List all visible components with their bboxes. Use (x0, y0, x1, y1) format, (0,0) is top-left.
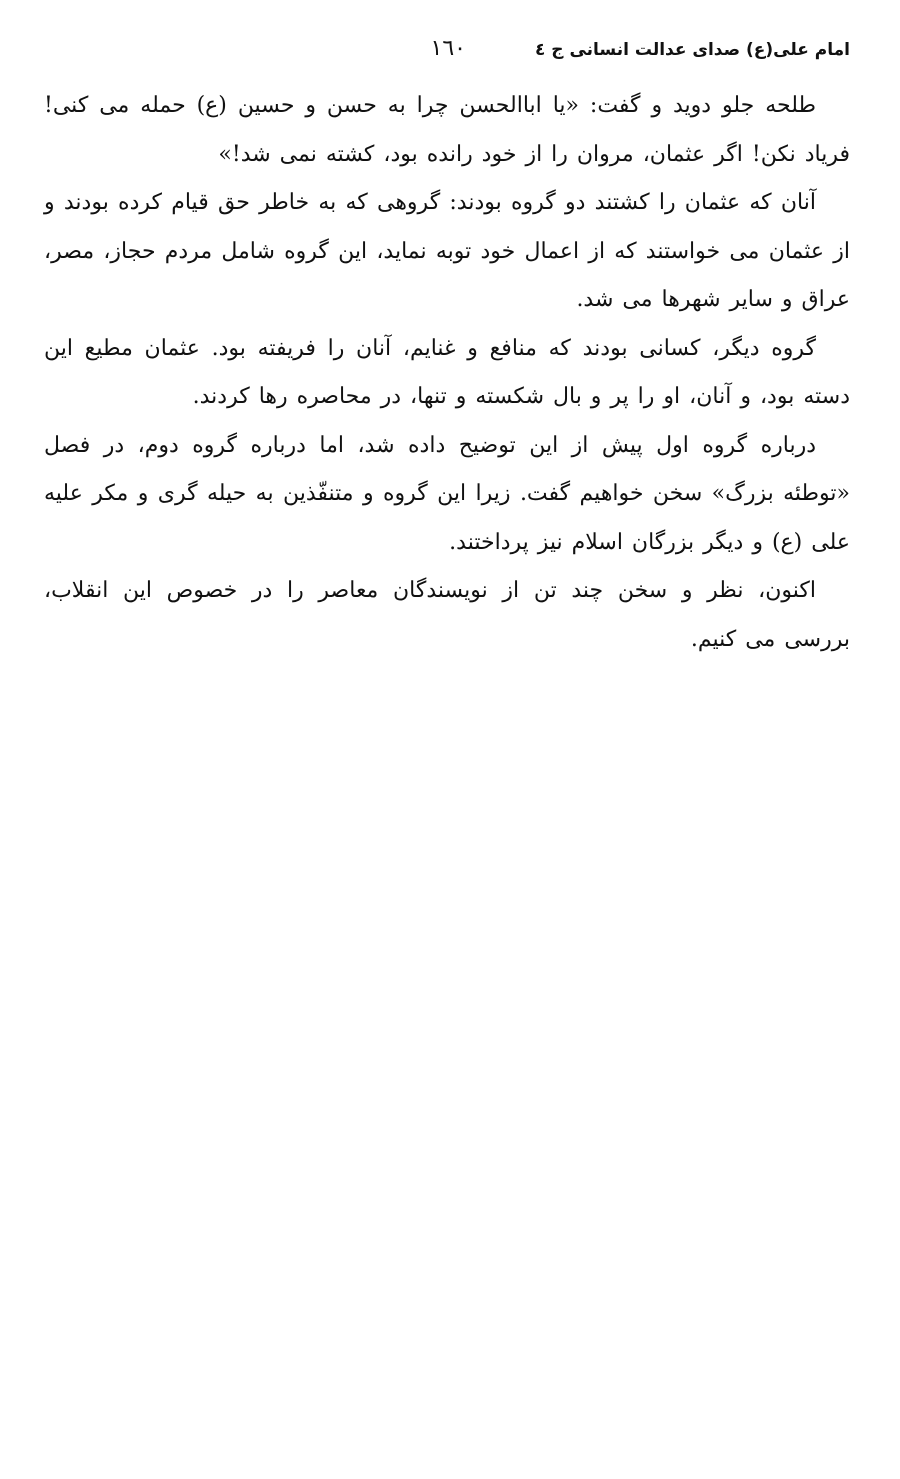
running-header (44, 36, 850, 66)
body-text (44, 82, 850, 664)
paragraph-5: اکنون، نظر و سخن چند تن از نویسندگان معاصر را در خصوص این انقلاب، بررسی می کنیم. (44, 578, 850, 652)
paragraph-2: آنان که عثمان را کشتند دو گروه بودند: گروهی که به خاطر حق قیام کرده بودند و از عثمان می خواستند که از اعمال خود توبه نماید، این گروه شامل مردم حجاز، مصر، عراق و سایر شهرها می شد. (44, 190, 850, 312)
book-title: امام علی(ع) صدای عدالت انسانی ج ٤ (534, 40, 850, 60)
paragraph-4: درباره گروه اول پیش از این توضیح داده شد، اما درباره گروه دوم، در فصل «توطئه بزرگ» سخن خواهیم گفت. زیرا این گروه و متنفّذین به حیله گری و مکر علیه علی (ع) و دیگر بزرگان اسلام نیز پرداختند. (44, 432, 850, 555)
paragraph-3: گروه دیگر، کسانی بودند که منافع و غنایم، آنان را فریفته بود. عثمان مطیع این دسته بود، و آنان، او را پر و بال شکسته و تنها، در محاصره رها کردند. (44, 335, 850, 409)
page-number: ١٦٠ (430, 36, 466, 61)
paragraph-1: طلحه جلو دوید و گفت: «یا اباالحسن چرا به حسن و حسین (ع) حمله می کنی! فریاد نکن! اگر عثمان، مروان را از خود رانده بود، کشته نمی شد!» (44, 93, 850, 167)
